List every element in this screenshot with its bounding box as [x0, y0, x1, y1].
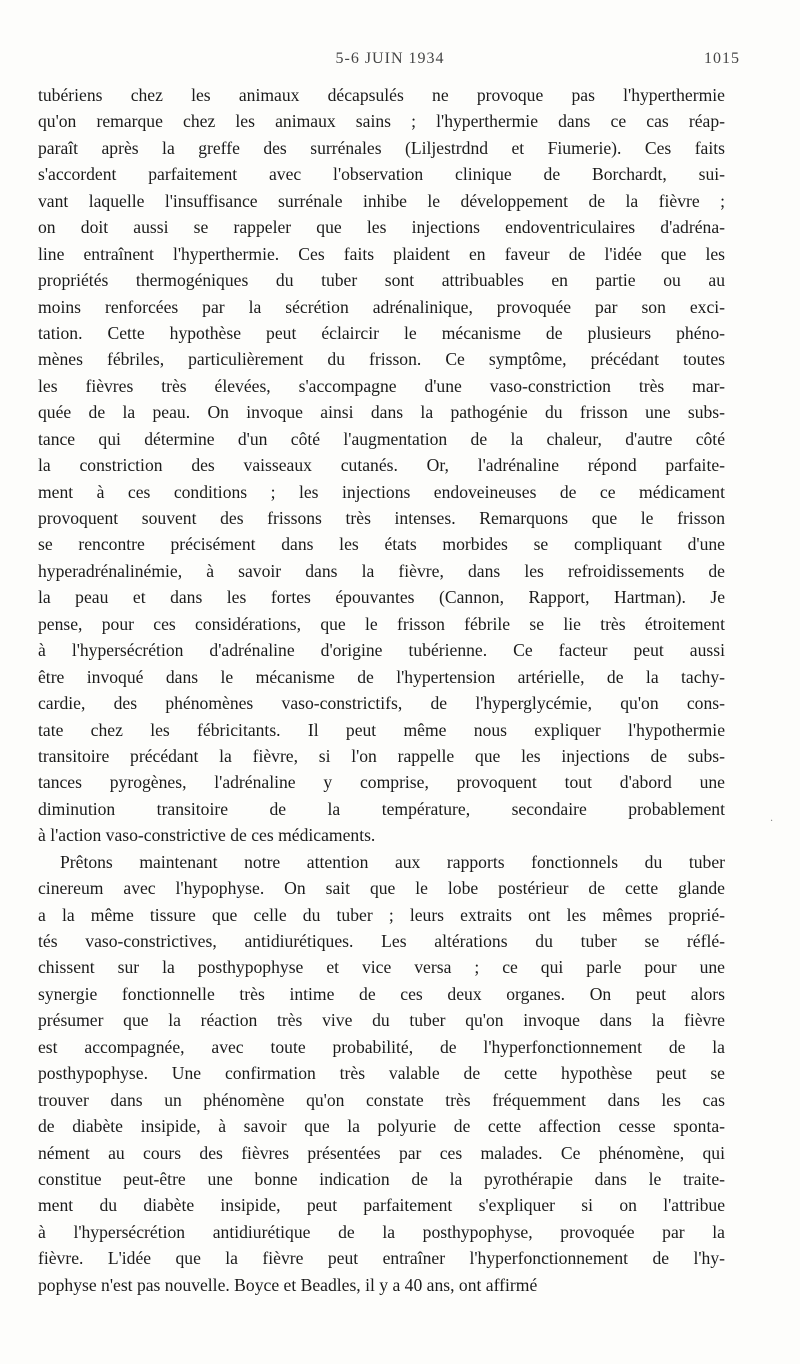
- text-line: trouver dans un phénomène qu'on constate très fréquemment dans les cas: [38, 1089, 725, 1110]
- margin-mark: ·: [770, 816, 774, 827]
- text-line: provoquent souvent des frissons très intenses. Remarquons que le frisson: [38, 508, 725, 528]
- text-line: à l'action vaso-constrictive de ces médicaments.: [38, 825, 376, 846]
- text-line: moins renforcées par la sécrétion adrénalinique, provoquée par son exci-: [38, 296, 725, 317]
- text-line: tubériens chez les animaux décapsulés ne provoque pas l'hyperthermie: [38, 85, 725, 105]
- text-line: tés vaso-constrictives, antidiurétiques. Les altérations du tuber se réflé-: [38, 931, 725, 951]
- text-line: pophyse n'est pas nouvelle. Boyce et Beadles, il y a 40 ans, ont affirmé: [38, 1274, 538, 1295]
- text-line: présumer que la réaction très vive du tuber qu'on invoque dans la fièvre: [38, 1010, 725, 1031]
- text-line: quée de la peau. On invoque ainsi dans la pathogénie du frisson une subs-: [38, 402, 725, 423]
- text-line: hyperadrénalinémie, à savoir dans la fièvre, dans les refroidissements de: [38, 560, 725, 581]
- text-line: constitue peut-être une bonne indication de la pyrothérapie dans le traite-: [38, 1168, 725, 1189]
- text-line: paraît après la greffe des surrénales (Liljestrdnd et Fiumerie). Ces faits: [38, 137, 725, 158]
- text-line: à l'hypersécrétion antidiurétique de la posthypophyse, provoquée par la: [38, 1221, 725, 1242]
- text-line: ment du diabète insipide, peut parfaitement s'expliquer si on l'attribue: [38, 1195, 725, 1216]
- text-line: line entraînent l'hyperthermie. Ces faits plaident en faveur de l'idée que les: [38, 243, 725, 264]
- text-line: pense, pour ces considérations, que le frisson fébrile se lie très étroitement: [38, 613, 725, 634]
- text-line: la constriction des vaisseaux cutanés. Or, l'adrénaline répond parfaite-: [38, 455, 725, 476]
- text-line: transitoire précédant la fièvre, si l'on rappelle que les injections de subs-: [38, 745, 725, 766]
- page-number: 1015: [704, 50, 740, 67]
- text-line: tances pyrogènes, l'adrénaline y comprise, provoquent tout d'abord une: [38, 772, 725, 793]
- text-line: a la même tissure que celle du tuber ; leurs extraits ont les mêmes proprié-: [38, 904, 725, 925]
- text-line: qu'on remarque chez les animaux sains ; l'hyperthermie dans ce cas réap-: [38, 111, 725, 132]
- running-header: [40, 50, 740, 74]
- text-line: est accompagnée, avec toute probabilité, de l'hyperfonctionnement de la: [38, 1036, 725, 1057]
- text-line: la peau et dans les fortes épouvantes (Cannon, Rapport, Hartman). Je: [38, 587, 725, 608]
- header-date: 5-6 JUIN 1934: [335, 50, 445, 67]
- text-line: ment à ces conditions ; les injections endoveineuses de ce médicament: [38, 481, 725, 502]
- text-line: cardie, des phénomènes vaso-constrictifs, de l'hyperglycémie, qu'on cons-: [38, 693, 725, 714]
- text-line: on doit aussi se rappeler que les injections endoventriculaires d'adréna-: [38, 217, 725, 238]
- text-line: vant laquelle l'insuffisance surrénale inhibe le développement de la fièvre ;: [38, 190, 725, 211]
- text-line: s'accordent parfaitement avec l'observation clinique de Borchardt, sui-: [38, 164, 725, 185]
- text-line: tance qui détermine d'un côté l'augmentation de la chaleur, d'autre côté: [38, 428, 725, 449]
- text-line: fièvre. L'idée que la fièvre peut entraîner l'hyperfonctionnement de l'hy-: [38, 1248, 725, 1269]
- body-text: [38, 82, 725, 1298]
- text-line: diminution transitoire de la température, secondaire probablement: [38, 798, 725, 819]
- text-line: les fièvres très élevées, s'accompagne d'une vaso-constriction très mar-: [38, 375, 725, 396]
- text-line: propriétés thermogéniques du tuber sont attribuables en partie ou au: [38, 270, 725, 291]
- text-line: nément au cours des fièvres présentées par ces malades. Ce phénomène, qui: [38, 1142, 725, 1163]
- text-line: posthypophyse. Une confirmation très valable de cette hypothèse peut se: [38, 1063, 725, 1084]
- text-line: chissent sur la posthypophyse et vice versa ; ce qui parle pour une: [38, 957, 725, 978]
- text-line: de diabète insipide, à savoir que la polyurie de cette affection cesse sponta-: [38, 1116, 725, 1137]
- text-line: synergie fonctionnelle très intime de ces deux organes. On peut alors: [38, 983, 725, 1004]
- text-line: tation. Cette hypothèse peut éclaircir le mécanisme de plusieurs phéno-: [38, 322, 725, 343]
- text-line: se rencontre précisément dans les états morbides se compliquant d'une: [38, 534, 725, 555]
- text-line: être invoqué dans le mécanisme de l'hypertension artérielle, de la tachy-: [38, 666, 725, 687]
- text-line: cinereum avec l'hypophyse. On sait que le lobe postérieur de cette glande: [38, 878, 725, 899]
- text-line: Prêtons maintenant notre attention aux rapports fonctionnels du tuber: [60, 851, 725, 872]
- text-line: tate chez les fébricitants. Il peut même nous expliquer l'hypothermie: [38, 719, 725, 740]
- text-line: à l'hypersécrétion d'adrénaline d'origine tubérienne. Ce facteur peut aussi: [38, 640, 725, 661]
- text-line: mènes fébriles, particulièrement du frisson. Ce symptôme, précédant toutes: [38, 349, 725, 370]
